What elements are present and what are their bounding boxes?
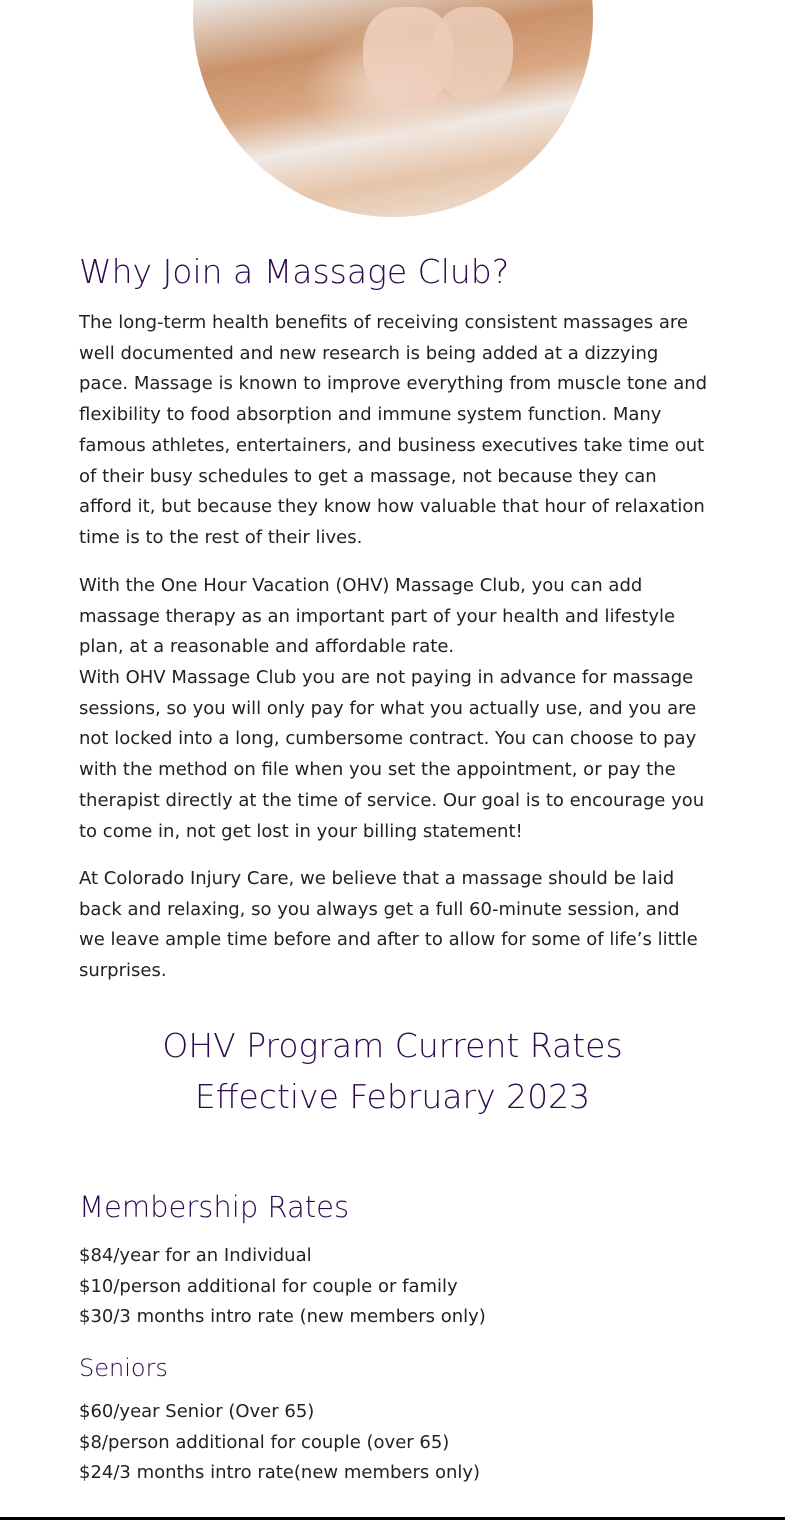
why-paragraph-3: With OHV Massage Club you are not paying in advance for massage sessions, so you will only pay for what you actually use, and you are not locked into a long, cumbersome contract. You can choose to pay with the method on file when you set the appointment, or pay the therapist directly at the time of service. Our goal is to encourage you to come in, not get lost in your billing statement! xyxy=(79,667,705,842)
seniors-list xyxy=(79,1397,709,1489)
membership-item: $10/person additional for couple or family xyxy=(79,1275,458,1297)
membership-item: $30/3 months intro rate (new members only) xyxy=(79,1306,486,1328)
why-join-heading: Why Join a Massage Club? xyxy=(79,252,510,291)
membership-heading: Membership Rates xyxy=(79,1190,350,1224)
membership-list xyxy=(79,1241,709,1333)
why-paragraph-4: At Colorado Injury Care, we believe that a massage should be laid back and relaxing, so you always get a full 60-minute session, and we leave ample time before and after to allow for some of life’s little surprises. xyxy=(79,868,698,982)
hand-shape xyxy=(433,7,513,102)
rates-heading-line1: OHV Program Current Rates xyxy=(162,1026,623,1065)
rates-heading-line2: Effective February 2023 xyxy=(194,1077,591,1116)
seniors-item: $24/3 months intro rate(new members only) xyxy=(79,1462,481,1484)
massage-photo xyxy=(193,0,593,217)
why-paragraph-2: With the One Hour Vacation (OHV) Massage Club, you can add massage therapy as an important part of your health and lifestyle plan, at a reasonable and affordable rate. xyxy=(79,575,676,658)
why-paragraph-1: The long-term health benefits of receiving consistent massages are well documented and new research is being added at a dizzying pace. Massage is known to improve everything from muscle tone and flexibility to food absorption and immune system function. Many famous athletes, entertainers, and business executives take time out of their busy schedules to get a massage, not because they can afford it, but because they know how valuable that hour of relaxation time is to the rest of their lives. xyxy=(79,312,708,548)
membership-item: $84/year for an Individual xyxy=(79,1245,312,1266)
rates-heading xyxy=(0,1020,785,1122)
seniors-heading: Seniors xyxy=(79,1354,168,1382)
seniors-item: $8/person additional for couple (over 65) xyxy=(79,1431,450,1453)
seniors-item: $60/year Senior (Over 65) xyxy=(79,1401,315,1422)
